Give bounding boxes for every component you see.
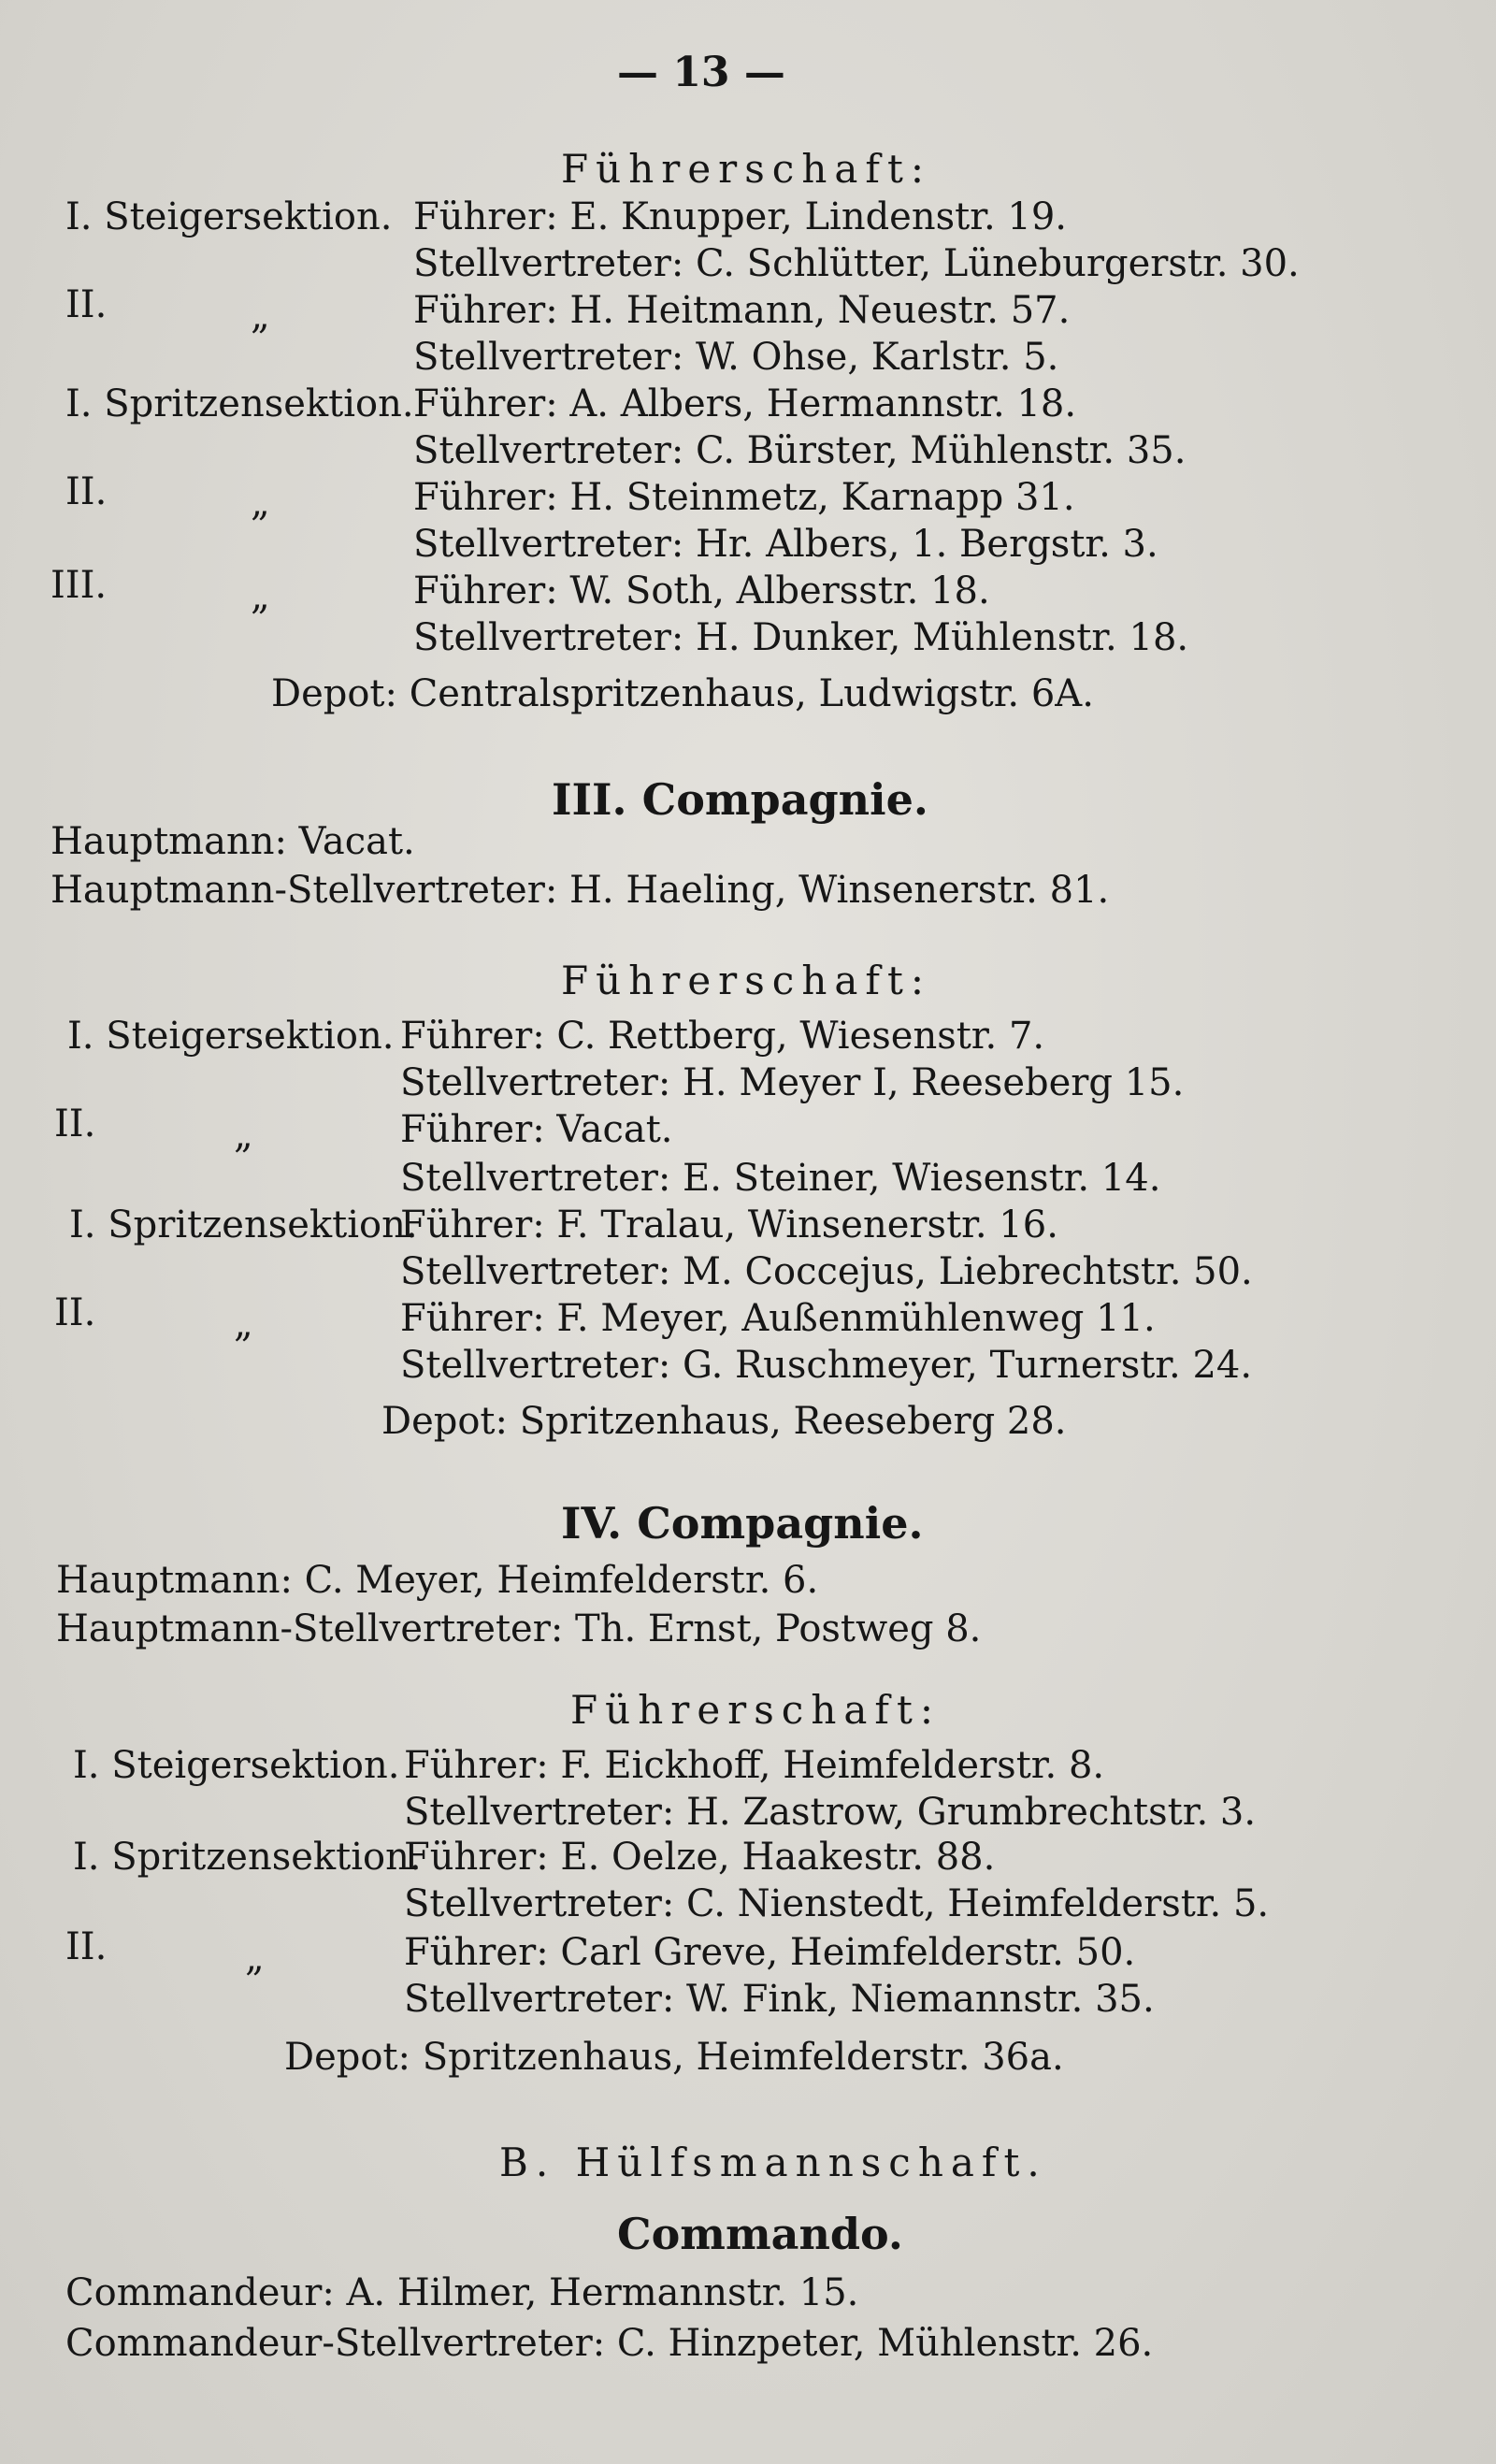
row-label: II. [65, 470, 108, 513]
row-label: I. Steigersektion. [67, 1015, 395, 1058]
row-label: III. [50, 564, 108, 607]
row-label: II. [54, 1102, 96, 1146]
row-text: Stellvertreter: M. Coccejus, Liebrechtstr. 50. [400, 1250, 1253, 1293]
row-label: I. Steigersektion. [73, 1744, 400, 1787]
depot-line: Depot: Centralspritzenhaus, Ludwigstr. 6A. [271, 672, 1094, 715]
row-label: II. [65, 1925, 108, 1968]
row-text: Führer: H. Steinmetz, Karnapp 31. [413, 476, 1075, 519]
row-text: Führer: F. Tralau, Winsenerstr. 16. [400, 1203, 1058, 1246]
row-text: Führer: Vacat. [400, 1108, 673, 1151]
row-label: II. [54, 1291, 96, 1334]
row-label: I. Steigersektion. [65, 195, 393, 238]
ditto-mark: „ [245, 1937, 265, 1980]
hauptmann-line: Hauptmann: Vacat. [50, 820, 415, 863]
row-text: Führer: F. Meyer, Außenmühlenweg 11. [400, 1297, 1156, 1340]
commandeur-stellvertreter-line: Commandeur-Stellvertreter: C. Hinzpeter, Mühlenstr. 26. [65, 2322, 1154, 2365]
fuehrerschaft-heading: Führerschaft: [570, 1687, 941, 1733]
ditto-mark: „ [234, 1114, 253, 1157]
commando-heading: Commando. [617, 2209, 903, 2259]
row-text: Stellvertreter: H. Meyer I, Reeseberg 15. [400, 1061, 1185, 1104]
row-text: Stellvertreter: W. Fink, Niemannstr. 35. [404, 1978, 1155, 2021]
row-text: Stellvertreter: G. Ruschmeyer, Turnerstr. 24. [400, 1344, 1253, 1387]
row-text: Stellvertreter: C. Schlütter, Lüneburgerstr. 30. [413, 242, 1300, 285]
row-text: Führer: E. Knupper, Lindenstr. 19. [413, 195, 1067, 238]
row-text: Stellvertreter: E. Steiner, Wiesenstr. 14. [400, 1157, 1161, 1200]
hauptmann-line: Hauptmann: C. Meyer, Heimfelderstr. 6. [56, 1559, 819, 1602]
row-text: Stellvertreter: H. Zastrow, Grumbrechtstr. 3. [404, 1791, 1257, 1834]
commandeur-line: Commandeur: A. Hilmer, Hermannstr. 15. [65, 2271, 859, 2314]
page-number: — 13 — [617, 49, 785, 96]
row-label: I. Spritzensektion. [65, 382, 414, 425]
ditto-mark: „ [234, 1303, 253, 1346]
row-label: I. Spritzensektion. [73, 1836, 422, 1879]
depot-line: Depot: Spritzenhaus, Reeseberg 28. [381, 1400, 1067, 1443]
row-text: Stellvertreter: C. Bürster, Mühlenstr. 35. [413, 429, 1187, 472]
hauptmann-stellvertreter-line: Hauptmann-Stellvertreter: Th. Ernst, Postweg 8. [56, 1607, 982, 1650]
ditto-mark: „ [251, 295, 270, 338]
row-text: Führer: A. Albers, Hermannstr. 18. [413, 382, 1077, 425]
row-text: Führer: H. Heitmann, Neuestr. 57. [413, 289, 1071, 332]
row-label: II. [65, 283, 108, 326]
company-title: III. Compagnie. [552, 774, 928, 825]
row-text: Führer: W. Soth, Albersstr. 18. [413, 569, 990, 612]
row-text: Stellvertreter: W. Ohse, Karlstr. 5. [413, 336, 1059, 379]
row-label: I. Spritzensektion. [69, 1203, 418, 1246]
row-text: Stellvertreter: C. Nienstedt, Heimfelderstr. 5. [404, 1882, 1270, 1925]
row-text: Stellvertreter: H. Dunker, Mühlenstr. 18. [413, 616, 1189, 659]
ditto-mark: „ [251, 482, 270, 525]
row-text: Führer: E. Oelze, Haakestr. 88. [404, 1836, 996, 1879]
row-text: Stellvertreter: Hr. Albers, 1. Bergstr. 3. [413, 523, 1158, 566]
hauptmann-stellvertreter-line: Hauptmann-Stellvertreter: H. Haeling, Winsenerstr. 81. [50, 869, 1110, 912]
row-text: Führer: Carl Greve, Heimfelderstr. 50. [404, 1931, 1136, 1974]
section-b-heading: B. Hülfsmannschaft. [499, 2140, 1047, 2185]
fuehrerschaft-heading: Führerschaft: [561, 146, 931, 192]
row-text: Führer: F. Eickhoff, Heimfelderstr. 8. [404, 1744, 1105, 1787]
company-title: IV. Compagnie. [561, 1498, 924, 1549]
depot-line: Depot: Spritzenhaus, Heimfelderstr. 36a. [284, 2036, 1064, 2079]
fuehrerschaft-heading: Führerschaft: [561, 958, 931, 1003]
ditto-mark: „ [251, 575, 270, 618]
row-text: Führer: C. Rettberg, Wiesenstr. 7. [400, 1015, 1045, 1058]
